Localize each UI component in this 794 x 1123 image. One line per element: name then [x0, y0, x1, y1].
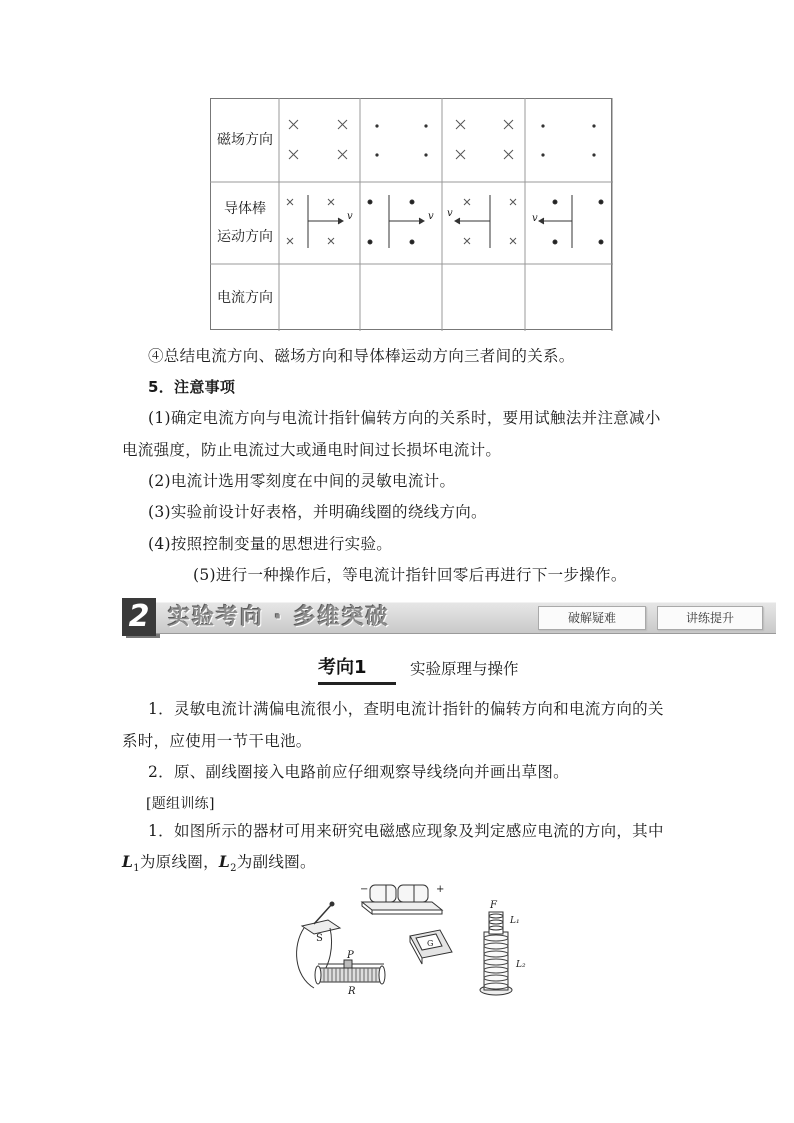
note-line: 电流强度，防止电流过大或通电时间过长损坏电流计。	[122, 441, 502, 459]
velocity-label: v	[428, 211, 434, 222]
direction-label: 考向1	[318, 657, 367, 678]
velocity-label: v	[447, 208, 453, 219]
practice-improve-button[interactable]: 讲练提升	[657, 606, 763, 630]
row1-col4-dots	[541, 124, 595, 156]
direction-title: 实验原理与操作	[410, 660, 519, 678]
apparatus-figure	[290, 876, 550, 1006]
l1-symbol: L	[122, 852, 134, 871]
switch-icon	[302, 902, 340, 934]
velocity-label: v	[532, 213, 538, 224]
row1-col2-dots	[375, 124, 427, 156]
banner-title: 实验考向 · 多维突破	[168, 605, 390, 630]
point-line: 系时，应使用一节干电池。	[122, 732, 312, 750]
battery-icon	[362, 884, 445, 914]
l2-subscript: 2	[230, 863, 237, 875]
rheostat-icon	[315, 960, 385, 984]
hard-points-button[interactable]: 破解疑难	[538, 606, 646, 630]
direction-underline	[318, 682, 396, 685]
coil-l2-label: L₂	[516, 960, 526, 970]
apparatus-drawing	[290, 876, 550, 1006]
section5-title: 5．注意事项	[148, 378, 236, 396]
row1-col1-crosses	[289, 120, 347, 159]
practice-tag: [题组训练]	[146, 796, 215, 812]
slider-label: P	[347, 950, 354, 961]
question1-line1: 1．如图所示的器材可用来研究电磁感应现象及判定感应电流的方向，其中	[148, 822, 664, 840]
point-line: 1．灵敏电流计满偏电流很小，查明电流计指针的偏转方向和电流方向的关	[148, 700, 664, 718]
row-header-motion-2: 运动方向	[217, 229, 273, 245]
row1-col3-crosses	[456, 120, 513, 159]
row2-col3-rod-left	[455, 195, 516, 248]
l1-subscript: 1	[133, 863, 140, 875]
battery-minus-label: −	[360, 884, 369, 895]
step4-text: ④总结电流方向、磁场方向和导体棒运动方向三者间的关系。	[148, 347, 575, 365]
switch-label: S	[316, 933, 323, 944]
question1-line2	[122, 852, 316, 879]
galvanometer-label: G	[427, 939, 434, 948]
banner-number: 2	[122, 598, 156, 636]
point-line: 2．原、副线圈接入电路前应仔细观察导线绕向并画出草图。	[148, 763, 569, 781]
battery-plus-label: +	[436, 884, 445, 895]
row2-col1-rod-right	[287, 195, 343, 248]
l2-symbol: L	[218, 852, 231, 871]
note-line: (4)按照控制变量的思想进行实验。	[148, 535, 393, 553]
q1-end-text: 为副线圈。	[236, 853, 316, 871]
coil-l1-label: L₁	[510, 916, 520, 926]
row-header-motion-1: 导体棒	[224, 201, 266, 217]
row-header-current: 电流方向	[217, 290, 273, 306]
note-line: (5)进行一种操作后，等电流计指针回零后再进行下一步操作。	[193, 566, 627, 584]
note-line: (3)实验前设计好表格，并明确线圈的绕线方向。	[148, 503, 487, 521]
row2-col2-rod-right	[368, 195, 424, 248]
direction-table	[210, 98, 613, 331]
row-header-magnetic: 磁场方向	[217, 132, 273, 148]
rheostat-label: R	[348, 986, 356, 997]
core-label: F	[490, 900, 497, 911]
velocity-label: v	[347, 211, 353, 222]
section-banner	[122, 598, 780, 638]
note-line: (1)确定电流方向与电流计指针偏转方向的关系时，要用试触法并注意减小	[148, 409, 661, 427]
coil-icon	[480, 912, 512, 995]
q1-mid-text: 为原线圈，	[139, 853, 219, 871]
note-line: (2)电流计选用零刻度在中间的灵敏电流计。	[148, 472, 456, 490]
row2-col4-rod-left	[539, 195, 603, 248]
